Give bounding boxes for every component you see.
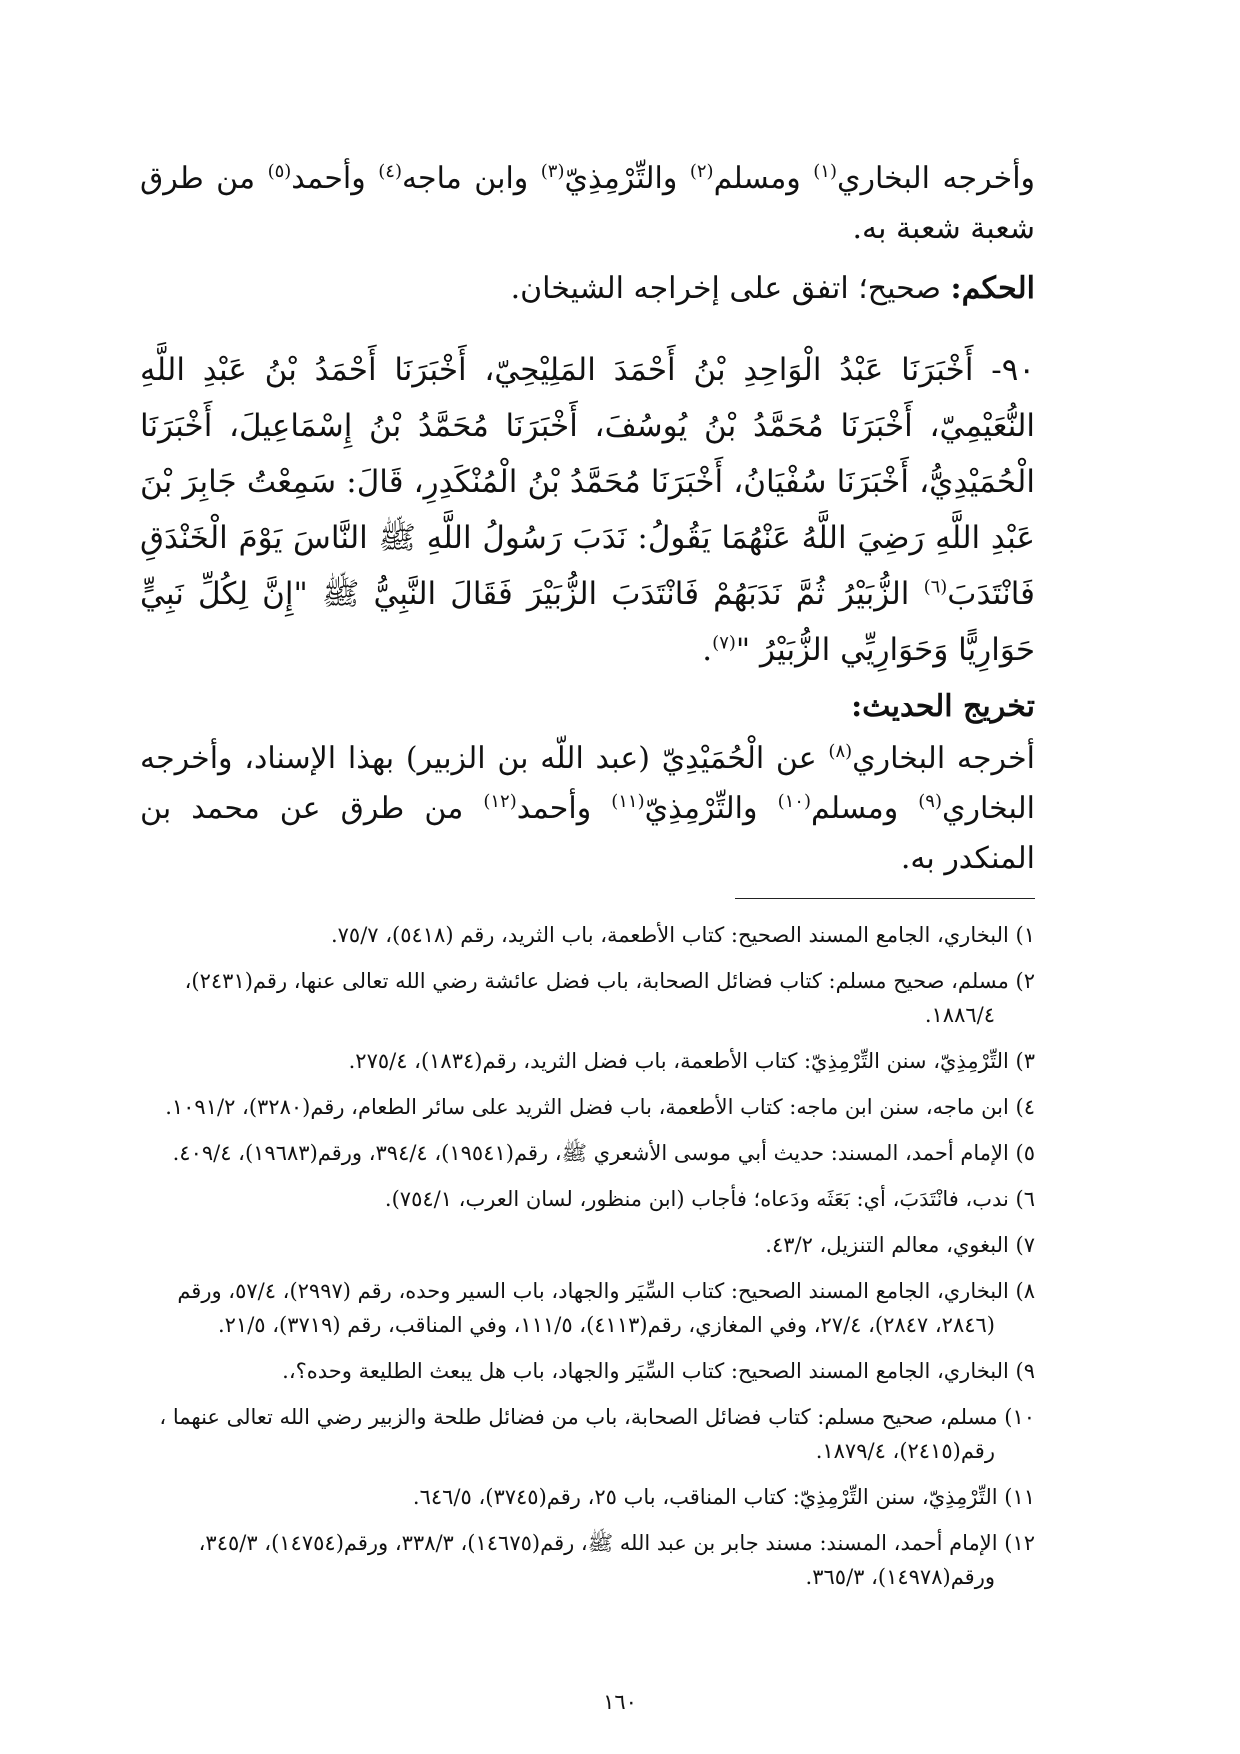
footnote-text: ٧) البغوي، معالم التنزيل، ٤٣/٢.: [765, 1233, 1035, 1257]
footnote-ref[interactable]: (١): [813, 161, 837, 182]
footnote-text: ٨) البخاري، الجامع المسند الصحيح: كتاب السِّيَر والجهاد، باب السير وحده، رقم (٢٩٩٧)، ٥٧/٤، ورقم: [177, 1279, 1035, 1303]
footnote-continuation: رقم(٢٤١٥)، ١٨٧٩/٤.: [815, 1439, 995, 1463]
footnote-ref[interactable]: (٥): [267, 161, 292, 182]
text-run: وأحمد: [291, 161, 379, 196]
footnote-continuation: ورقم(١٤٩٧٨)، ٣٦٥/٣.: [805, 1565, 995, 1589]
footnote-continuation: (٢٨٤٦، ٢٨٤٧)، ٢٧/٤، وفي المغازي، رقم(٤١١٣)، ١١١/٥، وفي المناقب، رقم (٣٧١٩)، ٢١/٥.: [217, 1313, 995, 1337]
footnote-text: ٤) ابن ماجه، سنن ابن ماجه: كتاب الأطعمة، باب فضل الثريد على سائر الطعام، رقم(٣٢٨٠)، ١٠٩١/٢.: [165, 1095, 1035, 1119]
hadith-period: .: [702, 632, 713, 668]
footnote-7: [135, 1228, 1035, 1262]
footnote-text: ١٢) الإمام أحمد، المسند: مسند جابر بن عبد الله ﷺ، رقم(١٤٦٧٥)، ٣٣٨/٣، ورقم(١٤٧٥٤)، ٣٤٥/٣،: [198, 1531, 1035, 1555]
footnote-text: ١٠) مسلم، صحيح مسلم: كتاب فضائل الصحابة، باب من فضائل طلحة والزبير رضي الله تعالى عنهما ،: [159, 1405, 1035, 1429]
footnote-ref[interactable]: (٣): [540, 161, 565, 182]
hadith-body: ٩٠- أَخْبَرَنَا عَبْدُ الْوَاحِدِ بْنُ أَحْمَدَ المَلِيْحِيّ، أَخْبَرَنَا أَحْمَدُ بْنُ عَبْدِ اللَّهِ النُّعَيْمِيّ، أَخْبَرَنَا مُحَمَّدُ بْنُ يُوسُفَ، أَخْبَرَنَا مُحَمَّدُ بْنُ إِسْمَاعِيلَ، أَخْبَرَنَا الْحُمَيْدِيُّ، أَخْبَرَنَا سُفْيَانُ، أَخْبَرَنَا مُحَمَّدُ بْنُ الْمُنْكَدِرِ، قَالَ: سَمِعْتُ جَابِرَ بْنَ عَبْدِ اللَّهِ رَضِيَ اللَّهُ عَنْهُمَا يَقُولُ: نَدَبَ رَسُولُ اللَّهِ ﷺ النَّاسَ يَوْمَ الْخَنْدَقِ فَانْتَدَبَ: [140, 352, 1035, 612]
footnote-text: ٥) الإمام أحمد، المسند: حديث أبي موسى الأشعري ﷺ، رقم(١٩٥٤١)، ٣٩٤/٤، ورقم(١٩٦٨٣)، ٤٠٩/٤.: [172, 1141, 1035, 1165]
takhrij-heading: تخريج الحديث:: [851, 689, 1035, 724]
text-run: أخرجه البخاري: [852, 741, 1035, 776]
footnote-8: [135, 1274, 1035, 1342]
footnote-text: ٢) مسلم، صحيح مسلم: كتاب فضائل الصحابة، باب فضل عائشة رضي الله تعالى عنها، رقم(٢٤٣١)،: [184, 969, 1035, 993]
text-run: والتِّرْمِذِيّ: [644, 791, 778, 826]
footnote-text: ٣) التِّرْمِذِيّ، سنن التِّرْمِذِيّ: كتاب الأطعمة، باب فضل الثريد، رقم(١٨٣٤)، ٢٧٥/٤.: [348, 1049, 1035, 1073]
footnote-5: [135, 1136, 1035, 1170]
footnote-ref[interactable]: (٩): [918, 791, 942, 812]
footnote-text: ١) البخاري، الجامع المسند الصحيح: كتاب الأطعمة، باب الثريد، رقم (٥٤١٨)، ٧٥/٧.: [330, 923, 1035, 947]
text-run: من طرق عن محمد بن المنكدر به.: [140, 791, 1035, 876]
footnote-9: [135, 1354, 1035, 1388]
takhrij-paragraph-prev: [140, 154, 1035, 254]
footnote-text: ٦) ندب، فانْتَدَبَ، أي: بَعَثَه ودَعاه؛ فأجاب (ابن منظور، لسان العرب، ٧٥٤/١).: [384, 1187, 1035, 1211]
ruling-text: صحيح؛ اتفق على إخراجه الشيخان.: [510, 271, 951, 306]
hadith-body-end: الزُّبَيْرُ ثُمَّ نَدَبَهُمْ فَانْتَدَبَ الزُّبَيْرَ فَقَالَ النَّبِيُّ ﷺ "إِنَّ لِكُلِّ نَبِيٍّ حَوَارِيًّا وَحَوَارِيِّي الزُّبَيْرُ ": [140, 576, 1035, 668]
ruling-line: [140, 264, 1035, 314]
footnote-ref[interactable]: (٨): [828, 741, 853, 762]
text-run: والتِّرْمِذِيّ: [564, 161, 690, 196]
footnote-10: [135, 1400, 1035, 1468]
text-run: وابن ماجه: [401, 161, 541, 196]
text-run: عن الْحُمَيْدِيّ (عبد اللّه بن الزبير) بهذا الإسناد، وأخرجه البخاري: [140, 741, 1035, 826]
text-run: وأخرجه البخاري: [837, 161, 1036, 196]
footnote-11: [135, 1480, 1035, 1514]
footnotes: [135, 918, 1035, 1606]
footnote-ref[interactable]: (١١): [611, 791, 645, 812]
ruling-label: الحكم:: [950, 271, 1035, 306]
footnote-2: [135, 964, 1035, 1032]
footnote-ref[interactable]: (١٢): [483, 791, 517, 812]
footnote-text: ٩) البخاري، الجامع المسند الصحيح: كتاب السِّيَر والجهاد، باب هل يبعث الطليعة وحده؟،.: [282, 1359, 1035, 1383]
footnote-continuation: ١٨٨٦/٤.: [924, 1003, 995, 1027]
footnote-ref[interactable]: (٦): [923, 576, 948, 598]
footnote-separator: [735, 898, 1035, 899]
footnote-ref[interactable]: (١٠): [777, 791, 811, 812]
footnote-ref[interactable]: (٤): [378, 161, 402, 182]
text-run: من طرق شعبة شعبة به.: [140, 161, 1035, 246]
text-run: ومسلم: [713, 161, 814, 196]
footnote-ref[interactable]: (٧): [712, 632, 736, 654]
footnote-6: [135, 1182, 1035, 1216]
footnote-12: [135, 1526, 1035, 1594]
takhrij-paragraph: [140, 734, 1035, 884]
footnote-text: ١١) التِّرْمِذِيّ، سنن التِّرْمِذِيّ: كتاب المناقب، باب ٢٥، رقم(٣٧٤٥)، ٦٤٦/٥.: [412, 1485, 1035, 1509]
footnote-3: [135, 1044, 1035, 1078]
footnote-4: [135, 1090, 1035, 1124]
text-run: ومسلم: [810, 791, 919, 826]
hadith-text: [140, 342, 1035, 678]
page-number: ١٦٠: [603, 1690, 637, 1714]
text-run: وأحمد: [516, 791, 612, 826]
footnote-ref[interactable]: (٢): [689, 161, 714, 182]
footnote-1: [135, 918, 1035, 952]
